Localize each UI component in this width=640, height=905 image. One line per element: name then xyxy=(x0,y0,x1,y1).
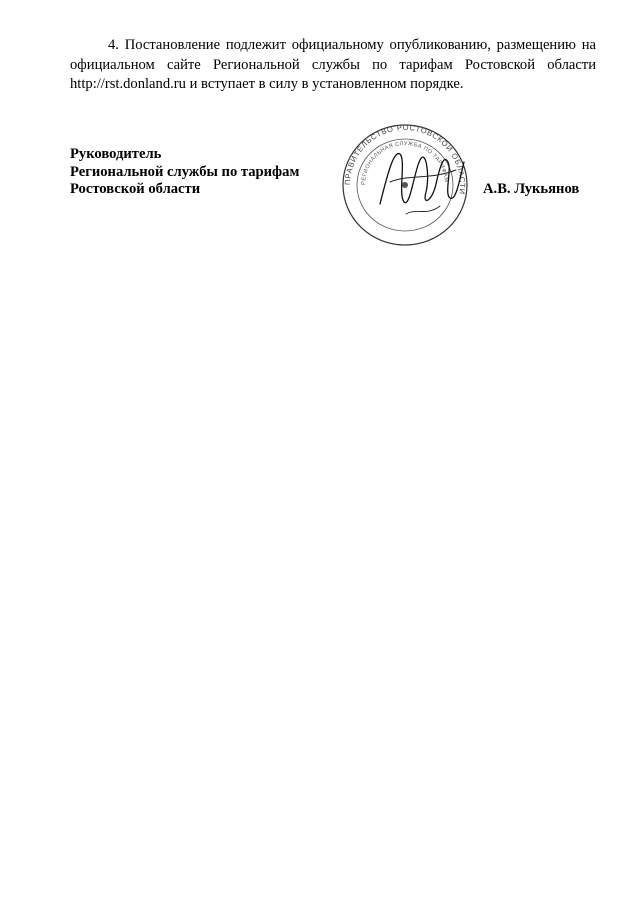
signature-stroke-1 xyxy=(380,154,464,204)
handwritten-signature xyxy=(370,132,470,232)
signer-name: А.В. Лукьянов xyxy=(483,181,580,197)
position-line-1: Руководитель xyxy=(70,146,162,162)
seal-outer-text: ПРАВИТЕЛЬСТВО РОСТОВСКОЙ ОБЛАСТИ xyxy=(342,122,468,196)
seal-inner-text: РЕГИОНАЛЬНАЯ СЛУЖБА ПО ТАРИФАМ xyxy=(360,140,449,186)
signatory-position xyxy=(70,146,330,199)
signature-stroke-3 xyxy=(406,206,440,214)
position-line-3: Ростовской области xyxy=(70,181,201,197)
signature-stroke-2 xyxy=(390,170,456,182)
paragraph-4: 4. Постановление подлежит официальному опубликованию, размещению на официальном сайте Региональной службы по тарифам Ростовской области http://rst.donland.ru и вступает в силу в установленном порядке. xyxy=(70,37,596,92)
position-line-2: Региональной службы по тарифам xyxy=(70,163,300,180)
